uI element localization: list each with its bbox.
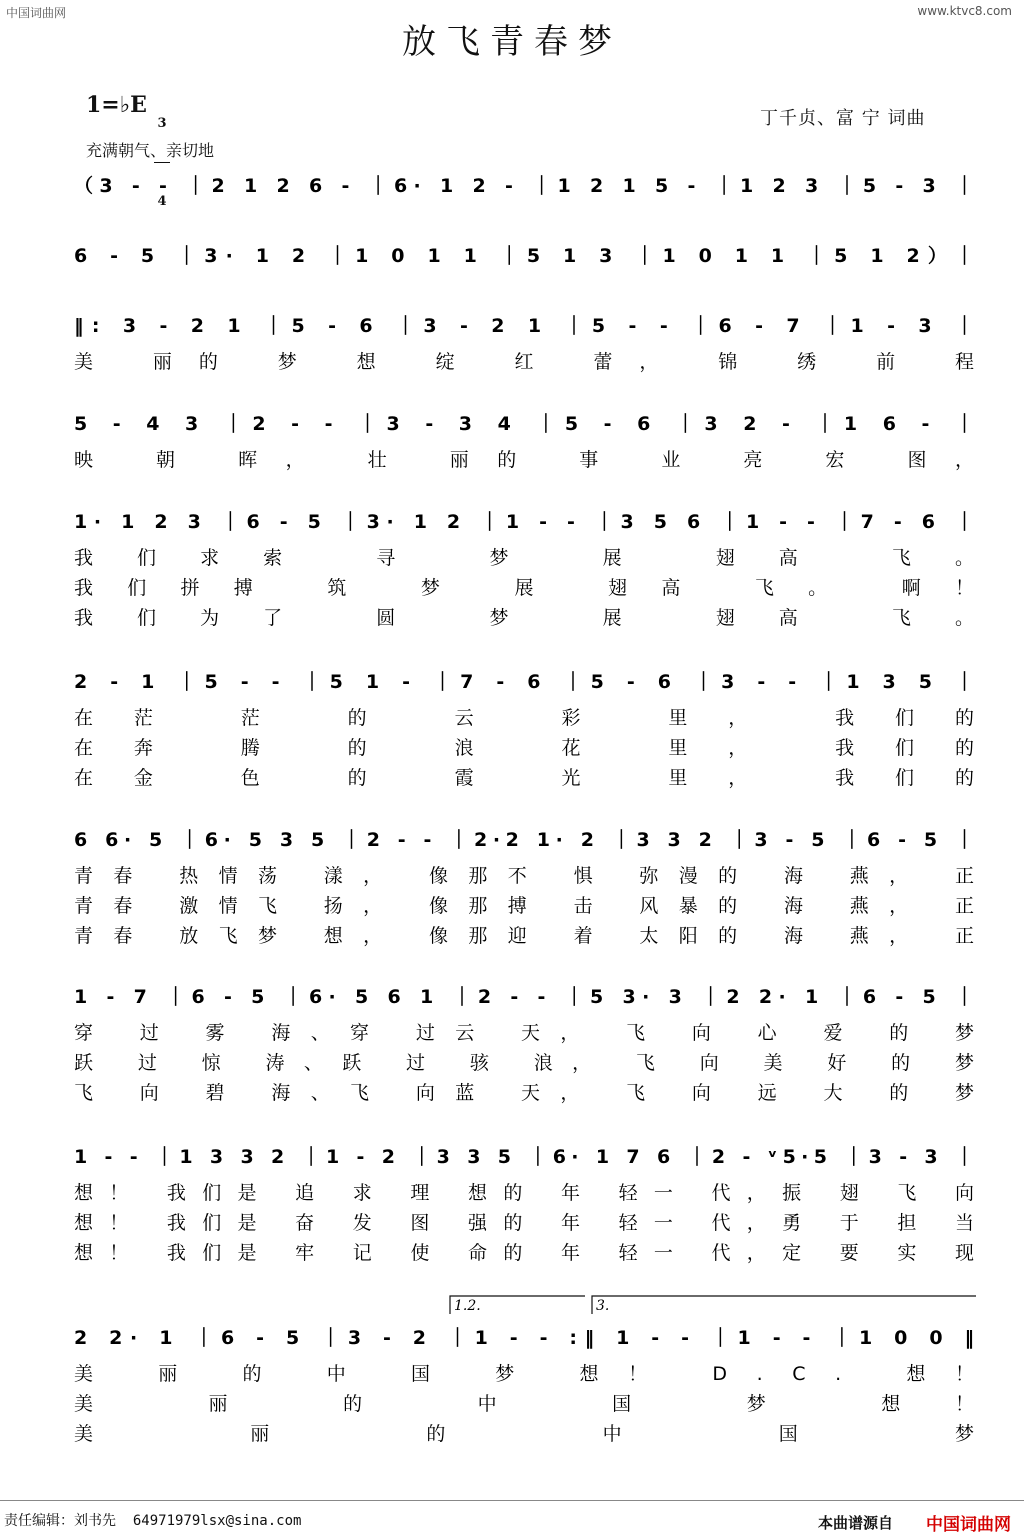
lyric-line: 美 丽 的 中 国 梦 想！ D.C. 想！ [74, 1363, 975, 1385]
time-signature-bottom: 4 [157, 194, 167, 209]
lyric-line: 青春 激情飞 扬， 像那搏 击 风暴的 海 燕， 正 [74, 895, 974, 917]
lyric-line: 青春 热情荡 漾， 像那不 惧 弥漫的 海 燕， 正 [74, 865, 974, 887]
lyric-line: 想！ 我们是 追 求 理 想的 年 轻一 代，振 翅 飞 向 [74, 1182, 974, 1204]
lyric-line: 想！ 我们是 牢 记 使 命的 年 轻一 代，定 要 实 现 [74, 1242, 974, 1264]
lyric-line: 跃 过 惊 涛、跃 过 骇 浪， 飞 向 美 好 的 梦 [74, 1052, 975, 1074]
lyric-line: 美 丽 的 中 国 梦 想！ [74, 1393, 974, 1415]
composer-credits: 丁千贞、富 宁 词曲 [760, 108, 926, 129]
lyric-line: 在奔 腾 的 浪 花 里， 我们的 [74, 737, 974, 759]
notation-line: 6 6· 5 ｜6· 5 3 5 ｜2 - - ｜2·2 1· 2 ｜3 3 2 ｜3 - 5 ｜6 - 5 ｜ [74, 829, 975, 851]
notation-line: ‖: 3 - 2 1 ｜5 - 6 ｜3 - 2 1 ｜5 - - ｜6 - 7 ｜1 - 3 ｜ [74, 315, 975, 337]
tempo-marking: 充满朝气、亲切地 [86, 141, 215, 160]
notation-line: 2 2· 1 ｜6 - 5 ｜3 - 2 ｜1 - - :‖ 1 - - ｜1 - - ｜1 0 0 ‖ [74, 1327, 974, 1349]
volta-second-bracket [592, 1296, 976, 1314]
lyric-line: 青春 放飞梦 想， 像那迎 着 太阳的 海 燕， 正 [74, 925, 974, 947]
lyric-line: 想！ 我们是 奋 发 图 强的 年 轻一 代，勇 于 担 当 [74, 1212, 974, 1234]
time-signature-top: 3 [157, 116, 167, 131]
volta-second-label: 3. [596, 1298, 610, 1314]
lyric-line: 在金 色 的 霞 光 里， 我们的 [74, 767, 974, 789]
lyric-line: 美 丽的 梦 想 绽 红 蕾， 锦 绣 前 程 [74, 351, 975, 373]
lyric-line: 我们拼搏 筑 梦 展 翅高 飞。 啊！ [74, 577, 974, 599]
notation-line: 5 - 4 3 ｜2 - - ｜3 - 3 4 ｜5 - 6 ｜3 2 - ｜1 6 - ｜ [74, 413, 975, 435]
footer-divider [0, 1500, 1024, 1501]
notation-line: 1· 1 2 3 ｜6 - 5 ｜3· 1 2 ｜1 - - ｜3 5 6 ｜1 - - ｜7 - 6 ｜ [74, 511, 974, 533]
site-url-right: www.ktvc8.com [917, 4, 1012, 18]
notation-line: 1 - 7 ｜6 - 5 ｜6· 5 6 1 ｜2 - - ｜5 3· 3 ｜2 2· 1 ｜6 - 5 ｜ [74, 986, 974, 1008]
song-title: 放飞青春梦 [402, 22, 622, 62]
key-signature: 1=♭E [86, 92, 147, 118]
lyric-line: 映 朝 晖， 壮 丽的 事 业 亮 宏 图， [74, 449, 974, 471]
site-name-left: 中国词曲网 [6, 6, 67, 20]
notation-line: 1 - - ｜1 3 3 2 ｜1 - 2 ｜3 3 5 ｜6· 1 7 6 ｜2 - ᵛ5·5 ｜3 - 3 ｜ [74, 1146, 975, 1168]
source-label: 本曲谱源自 [818, 1514, 894, 1532]
editor-credit: 责任编辑：刘书先 64971979lsx@sina.com [4, 1513, 302, 1529]
lyric-line: 穿 过 雾 海、穿 过云 天， 飞 向 心 爱 的 梦 [74, 1022, 974, 1044]
source-site: 中国词曲网 [926, 1515, 1011, 1535]
notation-line: （3 - - ｜2 1 2 6 - ｜6· 1 2 - ｜1 2 1 5 - ｜1 2 3 ｜5 - 3 ｜ [74, 175, 974, 197]
lyric-line: 我们为了 圆 梦 展 翅高 飞。 [74, 607, 975, 629]
lyric-line: 在茫 茫 的 云 彩 里， 我们的 [74, 707, 974, 729]
lyric-line: 我们求索 寻 梦 展 翅高 飞。 [74, 547, 975, 569]
notation-line: 6 - 5 ｜3· 1 2 ｜1 0 1 1 ｜5 1 3 ｜1 0 1 1 ｜5 1 2）｜ [74, 245, 975, 267]
lyric-line: 美 丽 的 中 国 梦 [74, 1423, 975, 1445]
lyric-line: 飞 向 碧 海、飞 向蓝 天， 飞 向 远 大 的 梦 [74, 1082, 974, 1104]
volta-first-label: 1.2. [454, 1298, 481, 1314]
notation-line: 2 - 1 ｜5 - - ｜5 1 - ｜7 - 6 ｜5 - 6 ｜3 - - ｜1 3 5 ｜ [74, 671, 975, 693]
